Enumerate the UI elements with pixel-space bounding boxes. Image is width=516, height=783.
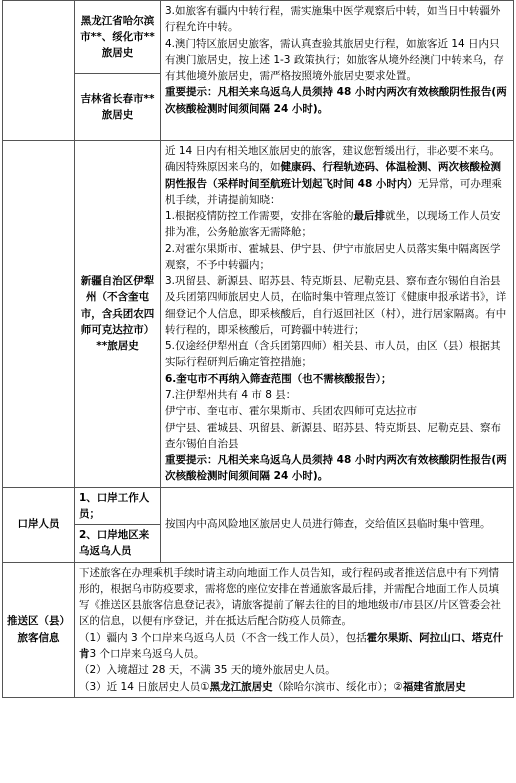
push-policy [75,562,514,697]
intro-paragraph: 近 14 日内有相关地区旅居史的旅客，建议您暂缓出行，非必要不来乌。确因特殊原因来乌的，如健康码、行程轨迹码、体温检测、两次核酸检测阴性报告（采样时间至航班计划起飞时间 48 小时内）无异常，可办理乘机手续，并请提前知晓： [165,145,502,206]
region-label-xinjiang: 新疆自治区伊犁州（不含奎屯市，含兵团农四师可克达拉市）**旅居史 [75,141,161,488]
category-cell-empty [3,1,75,141]
category-port-personnel: 口岸人员 [3,487,75,562]
policy-cell-northeast [161,1,514,141]
city-list: 伊宁市、奎屯市、霍尔果斯市、兵团农四师可克达拉市 [165,405,417,418]
table-row [3,141,514,488]
port-subcategories [75,487,161,562]
policy-item-5: 5.仅途经伊犁州直（含兵团第四师）相关县、市人员，由区（县）根据其实际行程研判后确定管控措施； [165,340,501,369]
port-sub-1: 1、口岸工作人员； [75,488,160,526]
policy-item-1: 1.根据疫情防控工作需要，安排在客舱的最后排就坐，以现场工作人员安排为准，公务舱旅客无需降舱； [165,210,501,239]
table-row [3,1,514,74]
port-policy: 按国内中高风险地区旅居史人员进行筛查，交给值区县临时集中管理。 [161,487,514,562]
push-intro: 下述旅客在办理乘机手续时请主动向地面工作人员告知，或行程码或者推送信息中有下列情形的，根据乌市防疫要求，需将您的座位安排在普通旅客最后排，并需配合地面工作人员填写《推送区县旅客信息登记表》，请旅客提前了解去往的目的地地级市/市县区/片区管委会社区的信息，以便有序登记，并在抵达后配合防疫人员筛查。 [79,566,501,628]
category-push-info: 推送区（县）旅客信息 [3,562,75,697]
policy-item-6: 6.奎屯市不再纳入筛查范围（也不需核酸报告）； [165,372,392,385]
policy-item-7: 7.注伊犁州共有 4 市 8 县： [165,388,297,401]
policy-cell-xinjiang [161,141,514,488]
travel-policy-table [2,0,514,698]
region-label-heilongjiang: 黑龙江省哈尔滨市**、绥化市**旅居史 [75,1,161,74]
policy-item-2: 2.对霍尔果斯市、霍城县、伊宁县、伊宁市旅居史人员落实集中隔离医学观察，不予中转疆内； [165,242,501,271]
push-item-2: （2）入境超过 28 天，不满 35 天的境外旅居史人员。 [79,664,336,677]
important-notice: 重要提示：凡相关来乌返乌人员须持 48 小时内两次有效核酸阴性报告(两次核酸检测时间须间隔 24 小时)。 [165,86,507,115]
push-item-1: （1）疆内 3 个口岸来乌返乌人员（不含一线工作人员），包括霍尔果斯、阿拉山口、塔克什肯3 个口岸来乌返乌人员。 [79,631,504,660]
table-row [3,487,514,562]
push-item-3: （3）近 14 日旅居史人员①黑龙江旅居史（除哈尔滨市、绥化市）；②福建省旅居史 [79,680,466,693]
table-row [3,562,514,697]
category-cell-empty [3,141,75,488]
important-notice: 重要提示：凡相关来乌返乌人员须持 48 小时内两次有效核酸阴性报告(两次核酸检测时间须间隔 24 小时)。 [165,454,507,483]
policy-paragraph: 3.如旅客有疆内中转行程，需实施集中医学观察后中转，如当日中转疆外行程允许中转。 [165,5,501,34]
policy-item-3: 3.巩留县、新源县、昭苏县、特克斯县、尼勒克县、察布查尔锡伯自治县及兵团第四师旅居史人员，在临时集中管理点签订《健康申报承诺书》，详细登记个人信息，即采核酸后，自行返回社区（村），进行居家隔离。有中转行程的，即采核酸后，可跨疆中转进行； [165,275,507,336]
region-label-jilin: 吉林省长春市**旅居史 [75,74,161,141]
county-list: 伊宁县、霍城县、巩留县、新源县、昭苏县、特克斯县、尼勒克县、察布查尔锡伯自治县 [165,421,501,450]
policy-paragraph: 4.澳门特区旅居史旅客，需认真查验其旅居史行程，如旅客近 14 日内只有澳门旅居史，按上述 1-3 政策执行；如旅客从境外经澳门中转来乌，存有其他境外旅居史，需严格按照境外旅居史要求处置。 [165,37,504,83]
port-sub-2: 2、口岸地区来乌返乌人员 [79,529,150,558]
